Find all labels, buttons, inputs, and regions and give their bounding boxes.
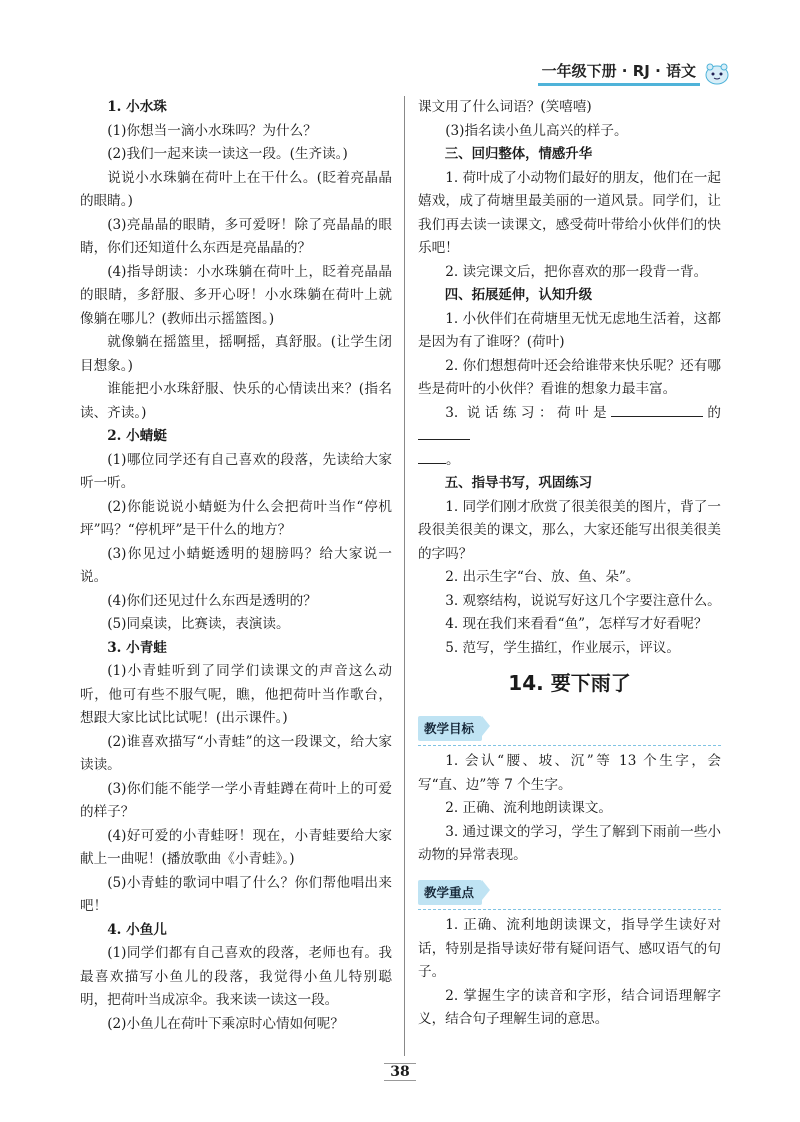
section-heading: 五、指导书写，巩固练习 — [444, 476, 593, 491]
paragraph: 2. 你们想想荷叶还会给谁带来快乐呢？还有哪些是荷叶的小伙伴？看谁的想象力最丰富。 — [418, 357, 721, 397]
paragraph: (1)同学们都有自己喜欢的段落，老师也有。我最喜欢描写小鱼儿的段落，我觉得小鱼儿特别聪明，把荷叶当成凉伞。我来读一读这一段。 — [80, 945, 392, 1008]
right-column — [418, 96, 721, 1032]
left-column — [80, 96, 392, 1036]
paragraph: 1. 同学们刚才欣赏了很美很美的图片，背了一段很美很美的课文，那么，大家还能写出很美很美的字吗？ — [418, 498, 721, 562]
paragraph: 2. 正确、流利地朗读课文。 — [445, 800, 613, 816]
page-number-wrap — [0, 1064, 800, 1080]
mascot-icon — [704, 61, 730, 85]
paragraph: 5. 范写，学生描红，作业展示，评议。 — [445, 639, 680, 656]
paragraph: (1)小青蛙听到了同学们读课文的声音这么动听，他可有些不服气呢，瞧，他把荷叶当作歌台，想跟大家比试比试呢！(出示课件。) — [80, 663, 392, 726]
speech-exercise — [418, 402, 721, 473]
paragraph: 1. 小伙伴们在荷塘里无忧无虑地生活着，这都是因为有了谁呀？(荷叶) — [418, 310, 721, 350]
paragraph: 1. 会认“腰、坡、沉”等 13 个生字，会写“直、边”等 7 个生字。 — [418, 753, 721, 793]
paragraph: 3. 观察结构，说说写好这几个字要注意什么。 — [445, 592, 721, 609]
page-number: 38 — [384, 1063, 415, 1081]
paragraph: (2)你能说说小蜻蜓为什么会把荷叶当作“停机坪”吗？“停机坪”是干什么的地方？ — [80, 498, 392, 538]
paragraph: (5)小青蛙的歌词中唱了什么？你们帮他唱出来吧！ — [80, 874, 392, 914]
paragraph: (2)我们一起来读一读这一段。(生齐读。) — [107, 146, 348, 162]
paragraph: (4)你们还见过什么东西是透明的？ — [107, 592, 317, 609]
paragraph: (3)指名读小鱼儿高兴的样子。 — [445, 122, 628, 139]
paragraph: 1. 正确、流利地朗读课文，指导学生读好对话，特别是指导读好带有疑问语气、感叹语气的句子。 — [418, 917, 721, 980]
section-heading: 四、拓展延伸，认知升级 — [444, 288, 593, 303]
running-header — [538, 58, 730, 88]
subsection-heading: 3. 小青蛙 — [107, 639, 167, 656]
goals-tag: 教学目标 — [418, 716, 482, 742]
speech-prefix: 3. 说话练习：荷叶是 — [445, 404, 611, 421]
paragraph: (1)哪位同学还有自己喜欢的段落，先读给大家听一听。 — [80, 451, 392, 491]
paragraph: (3)亮晶晶的眼睛，多可爱呀！除了亮晶晶的眼睛，你们还知道什么东西是亮晶晶的？ — [80, 216, 392, 256]
focus-tag: 教学重点 — [418, 880, 482, 906]
paragraph: 2. 出示生字“台、放、鱼、朵”。 — [445, 569, 640, 585]
section-heading: 三、回归整体，情感升华 — [444, 147, 593, 162]
speech-mid: 的 — [702, 404, 721, 421]
paragraph: (2)谁喜欢描写“小青蛙”的这一段课文，给大家读读。 — [80, 733, 392, 773]
subsection-heading: 1. 小水珠 — [107, 99, 167, 115]
paragraph: 1. 荷叶成了小动物们最好的朋友，他们在一起嬉戏，成了荷塘里最美丽的一道风景。同学们，让我们再去读一读课文，感受荷叶带给小伙伴们的快乐吧！ — [418, 169, 721, 256]
paragraph: (5)同桌读，比赛读，表演读。 — [107, 616, 290, 632]
paragraph: 2. 读完课文后，把你喜欢的那一段背一背。 — [445, 263, 708, 280]
paragraph: 2. 掌握生字的读音和字形，结合词语理解字义，结合句子理解生词的意思。 — [418, 987, 721, 1027]
subsection-heading: 2. 小蜻蜓 — [107, 428, 167, 444]
paragraph: 3. 通过课文的学习，学生了解到下雨前一些小动物的异常表现。 — [418, 823, 721, 863]
paragraph: (1)你想当一滴小水珠吗？为什么？ — [107, 122, 317, 139]
lesson-title: 14. 要下雨了 — [508, 671, 631, 695]
subsection-heading: 4. 小鱼儿 — [107, 921, 167, 938]
speech-end: 。 — [446, 451, 460, 468]
paragraph: 谁能把小水珠舒服、快乐的心情读出来？(指名读、齐读。) — [80, 381, 392, 421]
paragraph: 说说小水珠躺在荷叶上在干什么。(眨着亮晶晶的眼睛。) — [80, 169, 392, 209]
paragraph: (4)好可爱的小青蛙呀！现在，小青蛙要给大家献上一曲呢！(播放歌曲《小青蛙》。) — [80, 827, 392, 867]
answer-blank — [611, 416, 703, 417]
paragraph: 就像躺在摇篮里，摇啊摇，真舒服。(让学生闭目想象。) — [80, 334, 392, 374]
column-divider — [404, 96, 405, 1056]
paragraph: 4. 现在我们来看看“鱼”，怎样写才好看呢？ — [445, 616, 708, 632]
paragraph: 课文用了什么词语？(笑嘻嘻) — [418, 99, 592, 115]
paragraph: (2)小鱼儿在荷叶下乘凉时心情如何呢？ — [107, 1015, 344, 1032]
paragraph: (3)你们能不能学一学小青蛙蹲在荷叶上的可爱的样子？ — [80, 780, 392, 820]
answer-blank — [418, 463, 446, 464]
header-title: 一年级下册 · RJ · 语文 — [538, 60, 700, 86]
answer-blank — [418, 439, 470, 440]
paragraph: (4)指导朗读：小水珠躺在荷叶上，眨着亮晶晶的眼睛，多舒服、多开心呀！小水珠躺在荷叶上就像躺在哪儿？(教师出示摇篮图。) — [80, 263, 392, 327]
paragraph: (3)你见过小蜻蜓透明的翅膀吗？给大家说一说。 — [80, 545, 392, 585]
